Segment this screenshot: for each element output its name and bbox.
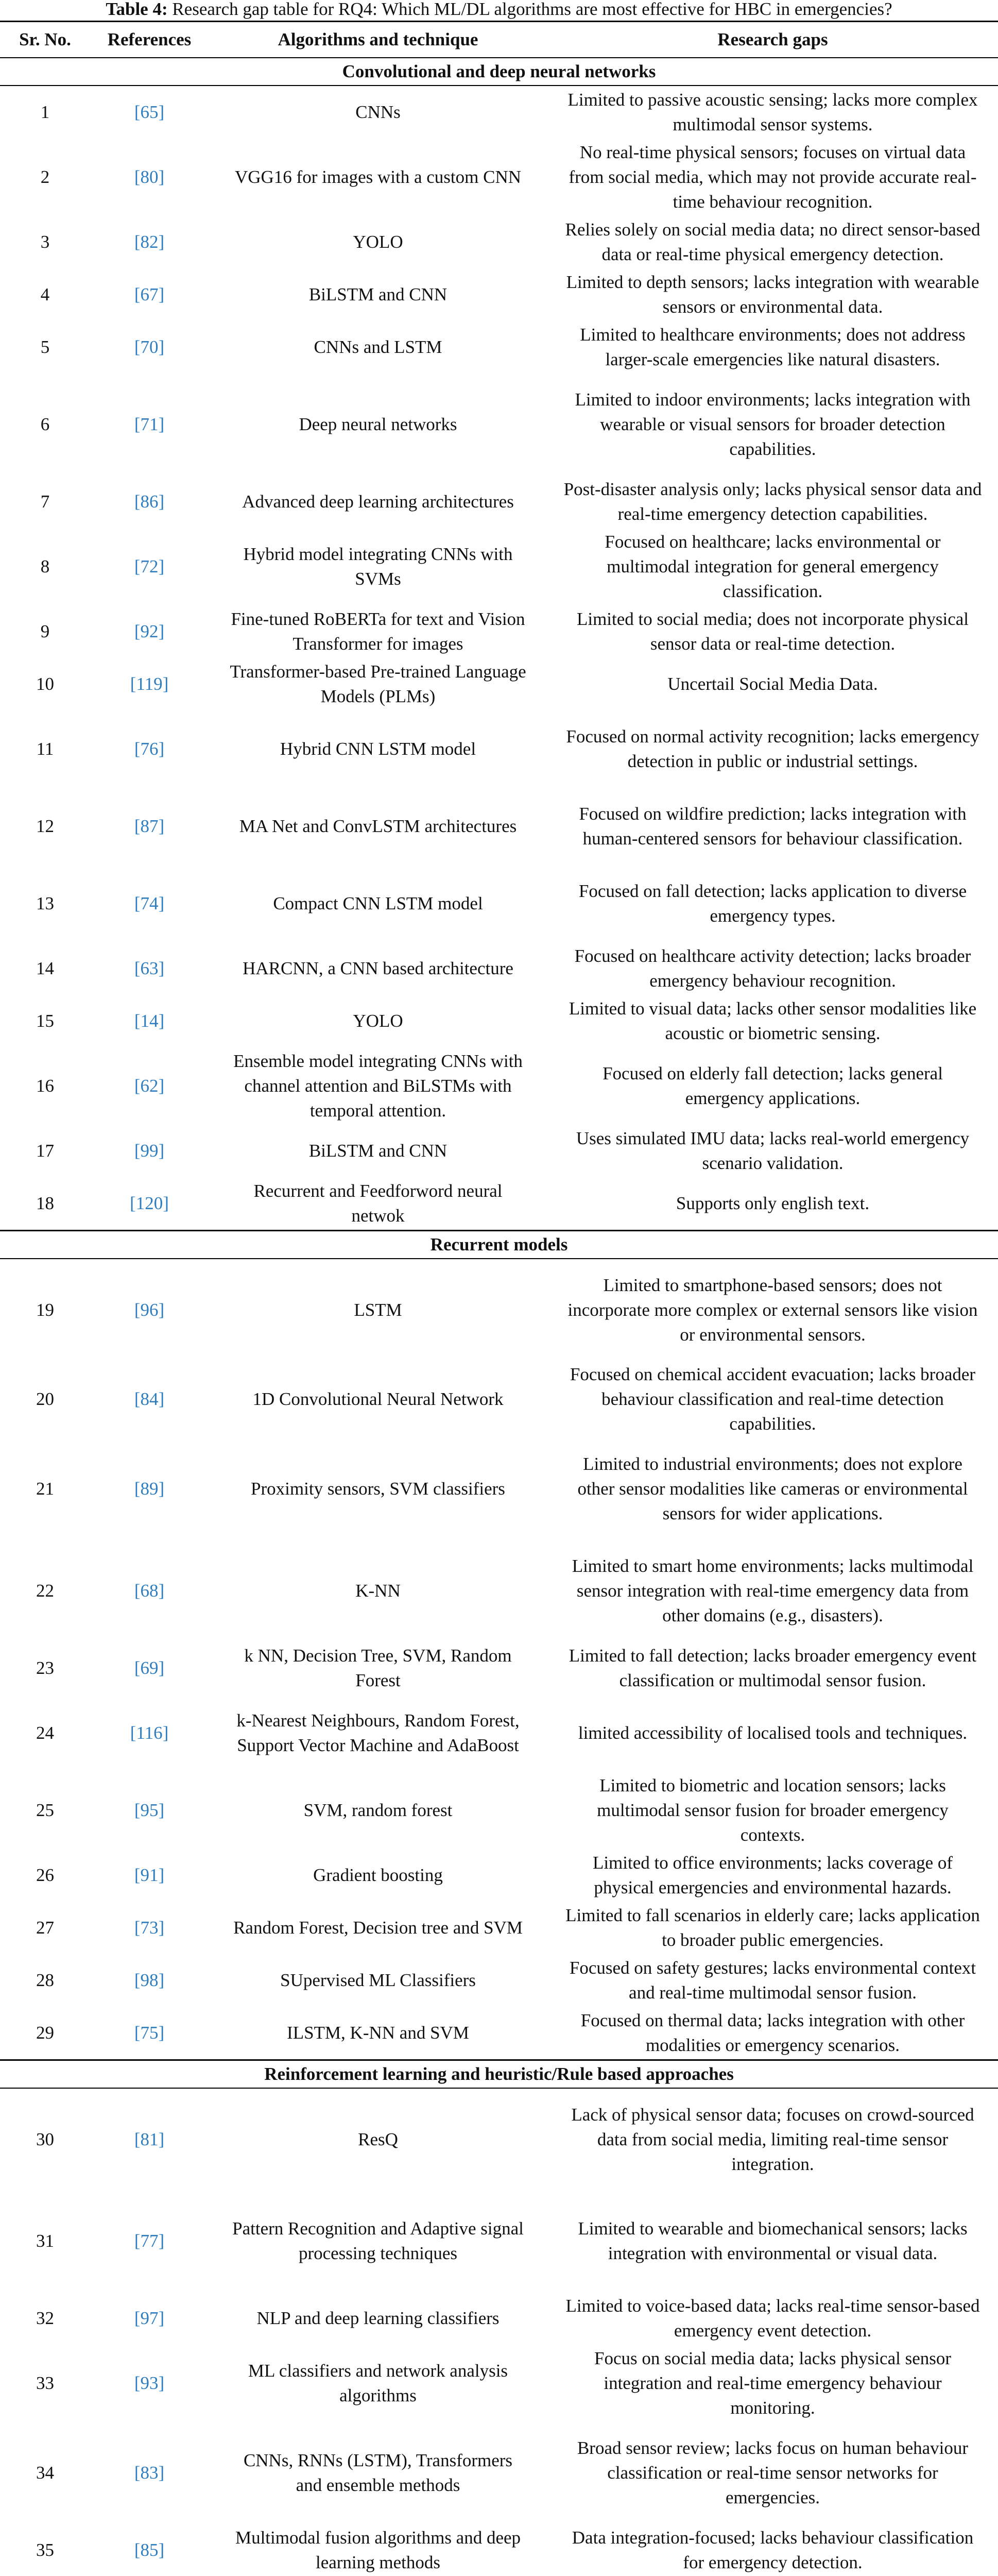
section-header-row bbox=[0, 1231, 998, 1259]
reference-link[interactable]: [87] bbox=[134, 816, 165, 836]
reference-link[interactable]: [62] bbox=[134, 1076, 165, 1096]
algorithm-cell: YOLO bbox=[353, 1011, 403, 1031]
sr-no-cell: 8 bbox=[40, 556, 50, 577]
reference-link[interactable]: [82] bbox=[134, 232, 165, 252]
reference-link[interactable]: [97] bbox=[134, 2308, 165, 2328]
reference-link[interactable]: [119] bbox=[130, 674, 169, 694]
algorithm-cell: k NN, Decision Tree, SVM, Random Forest bbox=[244, 1646, 512, 1690]
sr-no-cell: 24 bbox=[36, 1723, 54, 1743]
algorithm-cell: SVM, random forest bbox=[303, 1800, 453, 1820]
sr-no-cell: 33 bbox=[36, 2373, 54, 2393]
sr-no-cell: 20 bbox=[36, 1389, 54, 1409]
algorithm-cell: Pattern Recognition and Adaptive signal processing techniques bbox=[232, 2218, 524, 2263]
table-row bbox=[0, 139, 998, 216]
table-row bbox=[0, 658, 998, 710]
section-title: Recurrent models bbox=[0, 1231, 998, 1259]
sr-no-cell: 7 bbox=[40, 492, 50, 512]
algorithm-cell: BiLSTM and CNN bbox=[308, 1141, 448, 1161]
table-row bbox=[0, 216, 998, 268]
table-row bbox=[0, 1361, 998, 1438]
algorithm-cell: Fine-tuned RoBERTa for text and Vision Transformer for images bbox=[231, 609, 525, 654]
algorithm-cell: HARCNN, a CNN based architecture bbox=[243, 958, 513, 978]
research-gap-cell: Focused on healthcare; lacks environmental or multimodal integration for general emergency classification. bbox=[605, 532, 941, 601]
sr-no-cell: 5 bbox=[40, 337, 50, 357]
table-row bbox=[0, 1540, 998, 1642]
sr-no-cell: 25 bbox=[36, 1800, 54, 1820]
reference-link[interactable]: [65] bbox=[134, 102, 165, 122]
table-row bbox=[0, 2292, 998, 2345]
table-row bbox=[0, 788, 998, 865]
reference-link[interactable]: [14] bbox=[134, 1011, 165, 1031]
reference-link[interactable]: [67] bbox=[134, 284, 165, 304]
research-gap-cell: Limited to industrial environments; does not explore other sensor modalities like cameras or environmental sensors for wider applications. bbox=[577, 1454, 968, 1523]
table-row bbox=[0, 1125, 998, 1177]
research-gap-cell: Focused on thermal data; lacks integration with other modalities or emergency scenarios. bbox=[580, 2010, 965, 2055]
table-row bbox=[0, 865, 998, 942]
algorithm-cell: VGG16 for images with a custom CNN bbox=[234, 167, 522, 187]
reference-link[interactable]: [76] bbox=[134, 739, 165, 759]
algorithm-cell: Hybrid CNN LSTM model bbox=[280, 739, 476, 759]
table-row bbox=[0, 476, 998, 528]
algorithm-cell: Hybrid model integrating CNNs with SVMs bbox=[243, 544, 513, 589]
table-row bbox=[0, 995, 998, 1047]
sr-no-cell: 35 bbox=[0, 2524, 90, 2576]
sr-no-cell: 9 bbox=[40, 621, 50, 641]
reference-link[interactable]: [68] bbox=[134, 1581, 165, 1601]
table-row bbox=[0, 942, 998, 995]
reference-link[interactable]: [116] bbox=[130, 1723, 169, 1743]
research-gap-cell: No real-time physical sensors; focuses on virtual data from social media, which may not provide accurate real-time behaviour recognition. bbox=[569, 142, 977, 212]
sr-no-cell: 30 bbox=[36, 2129, 54, 2149]
table-row bbox=[0, 1902, 998, 1954]
table-caption-text: Research gap table for RQ4: Which ML/DL algorithms are most effective for HBC in emergencies? bbox=[167, 0, 892, 19]
algorithm-cell: MA Net and ConvLSTM architectures bbox=[239, 816, 517, 836]
research-gap-cell: Focused on chemical accident evacuation; lacks broader behaviour classification and real-time detection capabilities. bbox=[570, 1364, 976, 1434]
reference-link[interactable]: [81] bbox=[134, 2129, 165, 2149]
table-row bbox=[0, 2524, 998, 2576]
table-row bbox=[0, 1772, 998, 1849]
table-row bbox=[0, 1438, 998, 1540]
research-gap-cell: Lack of physical sensor data; focuses on crowd-sourced data from social media, limiting real-time sensor integration. bbox=[571, 2104, 974, 2174]
algorithm-cell: Gradient boosting bbox=[313, 1865, 443, 1885]
reference-link[interactable]: [89] bbox=[134, 1479, 165, 1499]
sr-no-cell: 21 bbox=[36, 1479, 54, 1499]
algorithm-cell: Recurrent and Feedforword neural netwok bbox=[253, 1181, 503, 1226]
sr-no-cell: 27 bbox=[36, 1918, 54, 1938]
section-header-row bbox=[0, 58, 998, 86]
table-row bbox=[0, 2088, 998, 2190]
sr-no-cell: 15 bbox=[36, 1011, 54, 1031]
algorithm-cell: NLP and deep learning classifiers bbox=[256, 2308, 500, 2328]
reference-link[interactable]: [71] bbox=[134, 414, 165, 434]
sr-no-cell: 10 bbox=[36, 674, 54, 694]
reference-link[interactable]: [98] bbox=[134, 1970, 165, 1990]
table-row bbox=[0, 1642, 998, 1694]
table-row bbox=[0, 1954, 998, 2007]
algorithm-cell: 1D Convolutional Neural Network bbox=[252, 1389, 504, 1409]
research-gap-table bbox=[0, 21, 998, 2576]
table-row bbox=[0, 1849, 998, 1902]
research-gap-cell: Limited to wearable and biomechanical sensors; lacks integration with environmental or visual data. bbox=[578, 2218, 968, 2263]
table-row bbox=[0, 1259, 998, 1361]
table-row bbox=[0, 528, 998, 605]
table-caption-label: Table 4: bbox=[106, 0, 168, 19]
table-row bbox=[0, 2345, 998, 2422]
research-gap-cell: Limited to voice-based data; lacks real-time sensor-based emergency event detection. bbox=[565, 2296, 980, 2341]
table-row bbox=[0, 268, 998, 321]
table-body bbox=[0, 58, 998, 2576]
header-row bbox=[0, 22, 998, 58]
sr-no-cell: 22 bbox=[36, 1581, 54, 1601]
research-gap-cell: Focused on safety gestures; lacks environmental context and real-time multimodal sensor fusion. bbox=[569, 1958, 976, 2003]
header-sr-no: Sr. No. bbox=[0, 22, 90, 58]
reference-link[interactable]: [99] bbox=[134, 1141, 165, 1161]
table-row bbox=[0, 1047, 998, 1125]
algorithm-cell: Random Forest, Decision tree and SVM bbox=[233, 1918, 523, 1938]
reference-link[interactable]: [95] bbox=[134, 1800, 165, 1820]
sr-no-cell: 2 bbox=[40, 167, 50, 187]
algorithm-cell: SUpervised ML Classifiers bbox=[280, 1970, 476, 1990]
algorithm-cell: Multimodal fusion algorithms and deep learning methods bbox=[209, 2524, 547, 2576]
research-gap-cell: Limited to fall scenarios in elderly care; lacks application to broader public emergencies. bbox=[565, 1905, 980, 1950]
section-title: Reinforcement learning and heuristic/Rule based approaches bbox=[0, 2060, 998, 2089]
research-gap-cell: Focused on elderly fall detection; lacks general emergency applications. bbox=[603, 1063, 943, 1108]
algorithm-cell: LSTM bbox=[354, 1299, 402, 1320]
reference-link[interactable]: [91] bbox=[134, 1865, 165, 1885]
reference-link[interactable]: [93] bbox=[134, 2373, 165, 2393]
table-row bbox=[0, 321, 998, 374]
algorithm-cell: ILSTM, K-NN and SVM bbox=[287, 2023, 469, 2043]
table-caption bbox=[0, 0, 998, 21]
reference-link[interactable]: [77] bbox=[134, 2231, 165, 2251]
algorithm-cell: Proximity sensors, SVM classifiers bbox=[251, 1479, 505, 1499]
header-research-gaps: Research gaps bbox=[547, 22, 998, 58]
sr-no-cell: 18 bbox=[36, 1193, 54, 1213]
research-gap-cell: Focus on social media data; lacks physical sensor integration and real-time emergency behaviour monitoring. bbox=[594, 2348, 952, 2418]
research-gap-cell: Supports only english text. bbox=[676, 1193, 870, 1213]
research-gap-cell: Post-disaster analysis only; lacks physical sensor data and real-time emergency detection capabilities. bbox=[563, 479, 982, 524]
sr-no-cell: 32 bbox=[36, 2308, 54, 2328]
sr-no-cell: 6 bbox=[40, 414, 50, 434]
algorithm-cell: CNNs, RNNs (LSTM), Transformers and ensemble methods bbox=[243, 2450, 513, 2495]
research-gap-cell: Focused on normal activity recognition; lacks emergency detection in public or industrial settings. bbox=[566, 726, 979, 771]
section-title: Convolutional and deep neural networks bbox=[0, 58, 998, 86]
reference-link[interactable]: [96] bbox=[134, 1299, 165, 1320]
sr-no-cell: 3 bbox=[40, 232, 50, 252]
sr-no-cell: 26 bbox=[36, 1865, 54, 1885]
reference-link[interactable]: [83] bbox=[134, 2463, 165, 2483]
sr-no-cell: 31 bbox=[36, 2231, 54, 2251]
algorithm-cell: YOLO bbox=[353, 232, 403, 252]
algorithm-cell: k-Nearest Neighbours, Random Forest, Support Vector Machine and AdaBoost bbox=[236, 1710, 520, 1755]
table-row bbox=[0, 86, 998, 139]
reference-link[interactable]: [86] bbox=[134, 492, 165, 512]
research-gap-cell: Focused on fall detection; lacks application to diverse emergency types. bbox=[578, 881, 967, 926]
table-row bbox=[0, 2422, 998, 2524]
reference-link[interactable]: [85] bbox=[90, 2524, 209, 2576]
table-row bbox=[0, 1694, 998, 1772]
research-gap-cell: Limited to social media; does not incorporate physical sensor data or real-time detection. bbox=[576, 609, 969, 654]
table-row bbox=[0, 2190, 998, 2292]
research-gap-cell: Limited to biometric and location sensors; lacks multimodal sensor fusion for broader emergency contexts. bbox=[597, 1775, 949, 1845]
algorithm-cell: CNNs and LSTM bbox=[314, 337, 442, 357]
sr-no-cell: 29 bbox=[36, 2023, 54, 2043]
reference-link[interactable]: [120] bbox=[130, 1193, 169, 1213]
algorithm-cell: ResQ bbox=[358, 2129, 398, 2149]
reference-link[interactable]: [84] bbox=[134, 1389, 165, 1409]
sr-no-cell: 19 bbox=[36, 1299, 54, 1320]
research-gap-cell: Focused on wildfire prediction; lacks integration with human-centered sensors for behaviour classification. bbox=[579, 804, 967, 849]
table-row bbox=[0, 374, 998, 476]
reference-link[interactable]: [80] bbox=[134, 167, 165, 187]
reference-link[interactable]: [73] bbox=[134, 1918, 165, 1938]
research-gap-cell: Limited to visual data; lacks other sensor modalities like acoustic or biometric sensing. bbox=[569, 998, 977, 1043]
research-gap-cell: Limited to healthcare environments; does not address larger-scale emergencies like natural disasters. bbox=[580, 325, 966, 369]
reference-link[interactable]: [70] bbox=[134, 337, 165, 357]
sr-no-cell: 12 bbox=[36, 816, 54, 836]
section-header-row bbox=[0, 2060, 998, 2089]
research-gap-cell: Limited to office environments; lacks coverage of physical emergencies and environmental hazards. bbox=[592, 1853, 953, 1897]
reference-link[interactable]: [72] bbox=[134, 556, 165, 577]
table-row bbox=[0, 2007, 998, 2060]
algorithm-cell: ML classifiers and network analysis algorithms bbox=[248, 2361, 508, 2405]
research-gap-cell: Uncertail Social Media Data. bbox=[667, 674, 878, 694]
sr-no-cell: 14 bbox=[36, 958, 54, 978]
reference-link[interactable]: [92] bbox=[134, 621, 165, 641]
sr-no-cell: 4 bbox=[40, 284, 50, 304]
sr-no-cell: 23 bbox=[36, 1658, 54, 1678]
reference-link[interactable]: [74] bbox=[134, 893, 165, 913]
algorithm-cell: Deep neural networks bbox=[299, 414, 457, 434]
research-gap-cell: Relies solely on social media data; no direct sensor-based data or real-time physical emergency detection. bbox=[565, 219, 980, 264]
reference-link[interactable]: [75] bbox=[134, 2023, 165, 2043]
sr-no-cell: 16 bbox=[36, 1076, 54, 1096]
sr-no-cell: 17 bbox=[36, 1141, 54, 1161]
algorithm-cell: Advanced deep learning architectures bbox=[242, 492, 514, 512]
research-gap-cell: Limited to passive acoustic sensing; lacks more complex multimodal sensor systems. bbox=[567, 90, 978, 134]
sr-no-cell: 28 bbox=[36, 1970, 54, 1990]
sr-no-cell: 13 bbox=[36, 893, 54, 913]
research-gap-cell: Limited to fall detection; lacks broader emergency event classification or multimodal sensor fusion. bbox=[569, 1646, 977, 1690]
algorithm-cell: CNNs bbox=[355, 102, 401, 122]
algorithm-cell: K-NN bbox=[355, 1581, 401, 1601]
reference-link[interactable]: [63] bbox=[134, 958, 165, 978]
table-row bbox=[0, 605, 998, 658]
table-row bbox=[0, 1177, 998, 1231]
reference-link[interactable]: [69] bbox=[134, 1658, 165, 1678]
research-gap-cell: limited accessibility of localised tools and techniques. bbox=[578, 1723, 968, 1743]
research-gap-cell: Limited to smart home environments; lacks multimodal sensor integration with real-time emergency data from other domains (e.g., disasters). bbox=[572, 1556, 974, 1625]
research-gap-cell: Limited to depth sensors; lacks integration with wearable sensors or environmental data. bbox=[566, 272, 979, 317]
sr-no-cell: 34 bbox=[36, 2463, 54, 2483]
research-gap-cell: Data integration-focused; lacks behaviour classification for emergency detection. bbox=[547, 2524, 998, 2576]
algorithm-cell: Transformer-based Pre-trained Language Models (PLMs) bbox=[230, 662, 526, 706]
algorithm-cell: Compact CNN LSTM model bbox=[273, 893, 483, 913]
table-row bbox=[0, 710, 998, 788]
sr-no-cell: 11 bbox=[36, 739, 54, 759]
research-gap-cell: Focused on healthcare activity detection; lacks broader emergency behaviour recognition. bbox=[574, 946, 971, 991]
sr-no-cell: 1 bbox=[40, 102, 50, 122]
research-gap-cell: Limited to smartphone-based sensors; does not incorporate more complex or external sensors like vision or environmental sensors. bbox=[567, 1275, 978, 1345]
algorithm-cell: Ensemble model integrating CNNs with channel attention and BiLSTMs with temporal attention. bbox=[233, 1051, 523, 1121]
algorithm-cell: BiLSTM and CNN bbox=[308, 284, 448, 304]
research-gap-cell: Limited to indoor environments; lacks integration with wearable or visual sensors for broader detection capabilities. bbox=[575, 389, 971, 459]
header-references: References bbox=[90, 22, 209, 58]
header-algorithms: Algorithms and technique bbox=[209, 22, 547, 58]
research-gap-cell: Uses simulated IMU data; lacks real-world emergency scenario validation. bbox=[576, 1128, 970, 1173]
research-gap-cell: Broad sensor review; lacks focus on human behaviour classification or real-time sensor networks for emergencies. bbox=[577, 2438, 969, 2507]
